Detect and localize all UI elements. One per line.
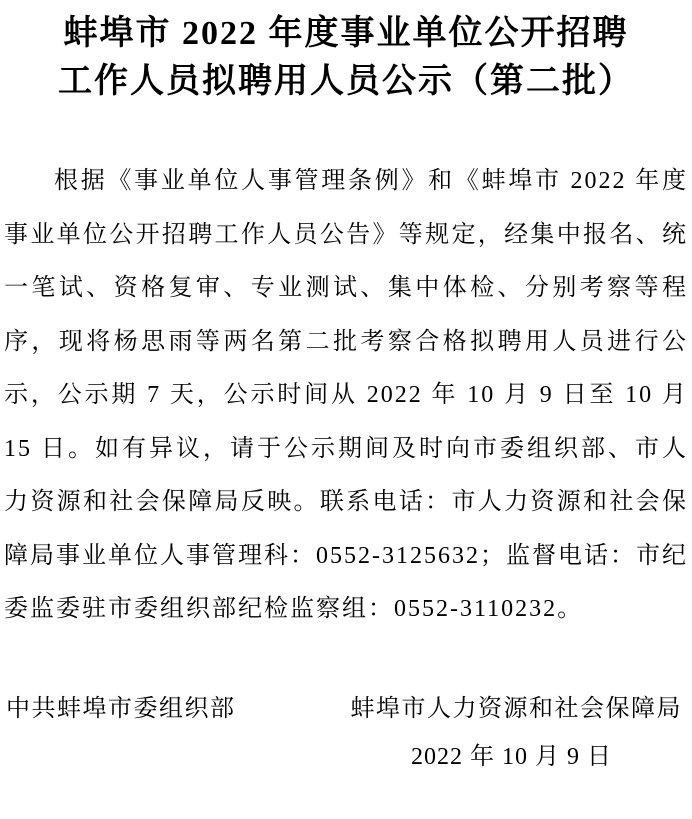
date-row <box>0 743 692 771</box>
document-title <box>0 10 692 106</box>
announcement-body-paragraph: 根据《事业单位人事管理条例》和《蚌埠市 2022 年度事业单位公开招聘工作人员公告》等规定，经集中报名、统一笔试、资格复审、专业测试、集中体检、分别考察等程序，现将杨思雨等两名第二批考察合格拟聘用人员进行公示，公示期 7 天，公示时间从 2022 年 10 月 9 日至 10 月 15 日。如有异议，请于公示期间及时向市委组织部、市人力资源和社会保障局反映。联系电话：市人力资源和社会保障局事业单位人事管理科：0552-3125632；监督电话：市纪委监委驻市委组织部纪检监察组：0552-3110232。 <box>4 168 688 622</box>
signature-org-right: 蚌埠市人力资源和社会保障局 <box>350 695 682 722</box>
document-title-line1: 蚌埠市 2022 年度事业单位公开招聘 <box>63 15 629 52</box>
signature-org-left: 中共蚌埠市委组织部 <box>6 695 236 722</box>
document-title-line2: 工作人员拟聘用人员公示（第二批） <box>58 63 634 100</box>
signature-date: 2022 年 10 月 9 日 <box>411 743 612 770</box>
signature-row <box>6 695 682 723</box>
announcement-document <box>0 10 692 771</box>
